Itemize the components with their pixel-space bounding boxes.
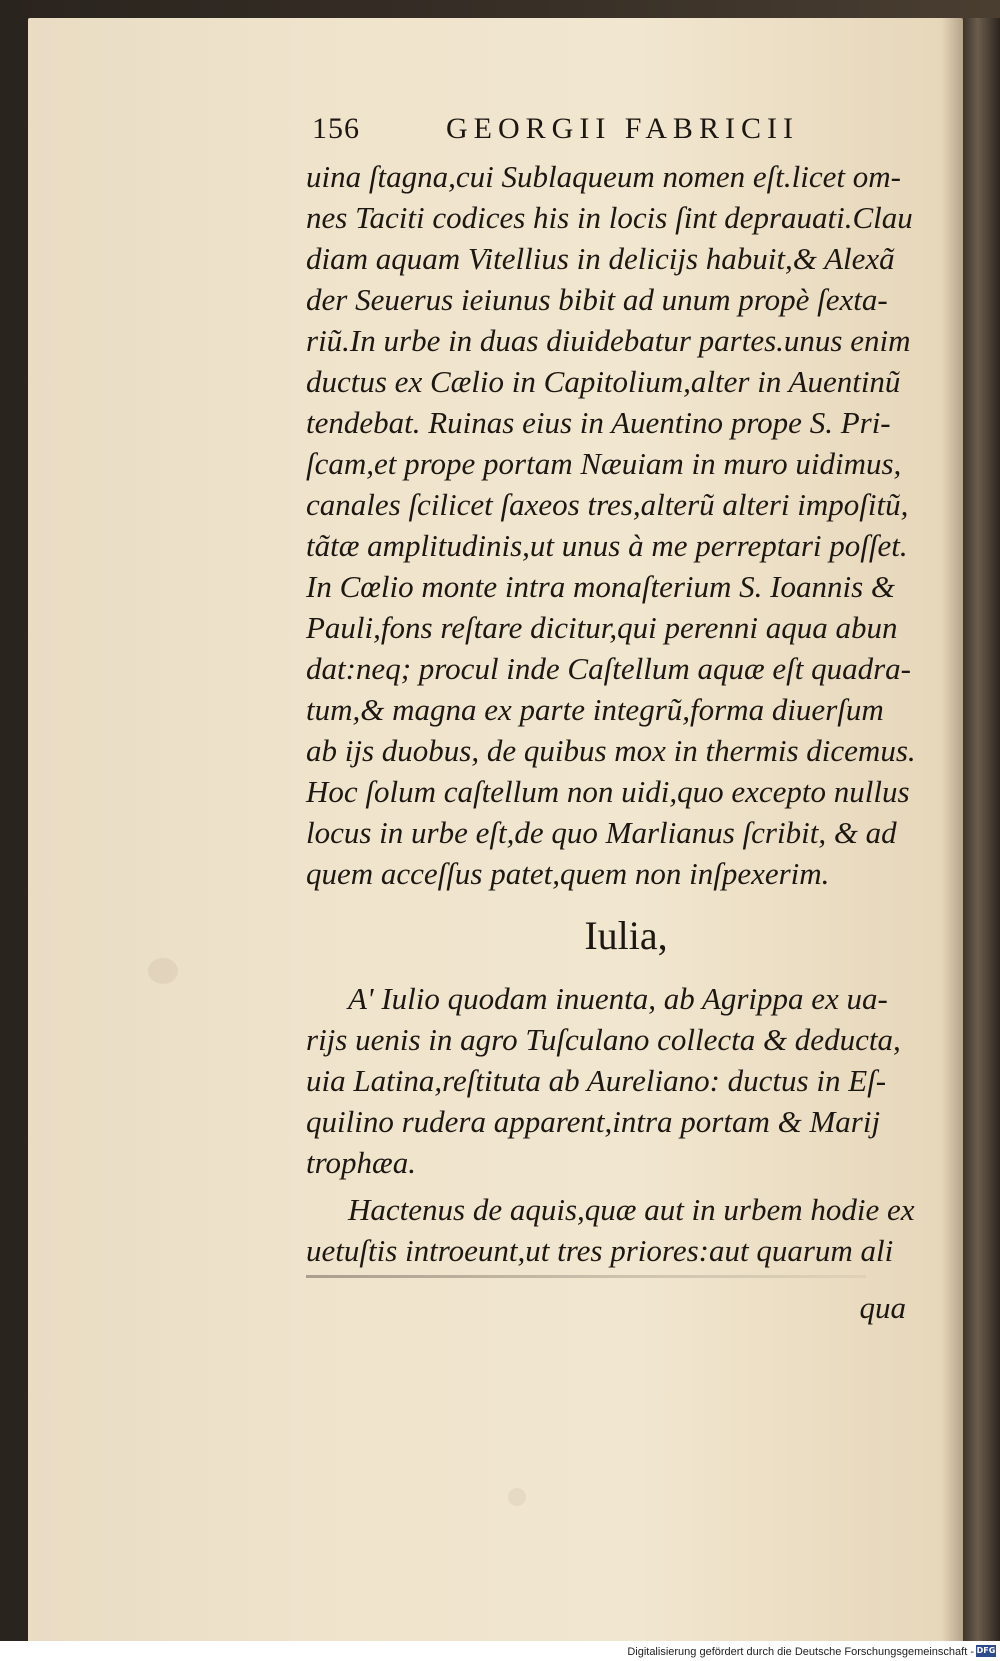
text-line: ductus ex Cælio in Capitolium,alter in Auentinũ <box>306 364 901 399</box>
text-line: rijs uenis in agro Tuſculano collecta & deducta, <box>306 1022 901 1057</box>
text-line: uina ſtagna,cui Sublaqueum nomen eſt.licet om- <box>306 159 901 194</box>
dfg-logo-icon: DFG <box>976 1646 996 1655</box>
text-line: Hoc ſolum caſtellum non uidi,quo excepto nullus <box>306 774 910 809</box>
paragraph-aqua-claudia <box>306 156 946 894</box>
digitization-credit: Digitalisierung gefördert durch die Deutsche Forschungsgemeinschaft - <box>627 1646 974 1658</box>
text-line: nes Taciti codices his in locis ſint deprauati.Clau <box>306 200 913 235</box>
text-line: uetuſtis introeunt,ut tres priores:aut quarum ali <box>306 1233 894 1268</box>
text-line: ſcam,et prope portam Næuiam in muro uidimus, <box>306 446 902 481</box>
text-line: canales ſcilicet ſaxeos tres,alterũ alteri impoſitũ, <box>306 487 909 522</box>
paper-stain <box>148 958 178 984</box>
catchword-row <box>306 1290 946 1326</box>
paragraph-iulia <box>306 978 946 1183</box>
paragraph-conclusion <box>306 1189 946 1271</box>
page-number: 156 <box>312 112 360 145</box>
text-line: locus in urbe eſt,de quo Marlianus ſcribit, & ad <box>306 815 897 850</box>
text-line: Hactenus de aquis,quæ aut in urbem hodie ex <box>348 1192 915 1227</box>
text-line: dat:neq; procul inde Caſtellum aquæ eſt quadra- <box>306 651 911 686</box>
paper-stain <box>508 1488 526 1506</box>
faded-line <box>306 1275 866 1278</box>
text-line: tãtæ amplitudinis,ut unus à me perreptari poſſet. <box>306 528 908 563</box>
text-line: quem acceſſus patet,quem non inſpexerim. <box>306 856 830 891</box>
catchword: qua <box>859 1290 906 1325</box>
text-line: riũ.In urbe in duas diuidebatur partes.unus enim <box>306 323 911 358</box>
running-head-title: GEORGII FABRICII <box>446 112 799 145</box>
text-line: In Cœlio monte intra monaſterium S. Ioannis & <box>306 569 895 604</box>
book-binding <box>963 18 1000 1646</box>
running-head <box>306 104 946 152</box>
text-block <box>306 104 946 1326</box>
text-line: ab ijs duobus, de quibus mox in thermis dicemus. <box>306 733 916 768</box>
text-line: Pauli,fons reſtare dicitur,qui perenni aqua abun <box>306 610 898 645</box>
text-line: tum,& magna ex parte integrũ,forma diuerſum <box>306 692 884 727</box>
text-line: quilino rudera apparent,intra portam & Marij <box>306 1104 881 1139</box>
text-line: uia Latina,reſtituta ab Aureliano: ductus in Eſ- <box>306 1063 887 1098</box>
text-line: diam aquam Vitellius in delicijs habuit,& Alexã <box>306 241 895 276</box>
text-line: der Seuerus ieiunus bibit ad unum propè ſexta- <box>306 282 888 317</box>
text-line: A' Iulio quodam inuenta, ab Agrippa ex ua- <box>348 981 888 1016</box>
section-heading-iulia: Iulia, <box>584 913 668 958</box>
text-line: trophæa. <box>306 1145 416 1180</box>
text-line: tendebat. Ruinas eius in Auentino prope S. Pri- <box>306 405 891 440</box>
footer-bar <box>0 1641 1000 1661</box>
